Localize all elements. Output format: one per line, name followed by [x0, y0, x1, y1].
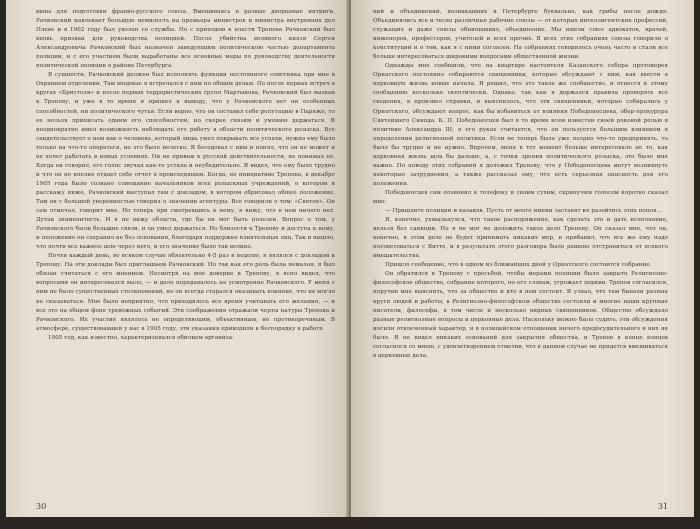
- right-paragraph-5: Я, конечно, ухмыльнулся, что такое распоряжение, как сделать это и дать исполнение, нельзя без санкции. Но я не мог не доложить такое дело Трепову. Он сказал мне, что он, конечно, в этом деле не будет принимать никаких мер, и прибавил, что все же ему надо посоветоваться с Витте, и в результате этого разговора было решено отстраниться от всякого вмешательства.: [373, 217, 668, 260]
- left-page: [6, 0, 349, 517]
- left-page-text: [36, 8, 335, 343]
- right-page-number: 31: [657, 502, 668, 511]
- left-paragraph-1: вины для подготовки франко-русского союза. Вмешиваясь в разные дворцовые интриги, Рачковский навлекает большую немилость на премьера министров и министра внутренних дел Плеве и в 1902 году был уволен со службы. Но с приходом к власти Трепова Рачковский был вновь призван для руководства полицией. После убийства великого князя Сергея Александровича Рачковский был назначен заведующим политическою частью департамента полиции, и с его участием были выработаны все основные меры по руководству деятельности политической полиции в районе Петербурга.: [36, 9, 335, 70]
- right-paragraph-6: Пришло сообщение, что в одном из ближайших дней у Орнатского состоится собрание.: [385, 262, 652, 269]
- left-paragraph-4: 1905 год, как известно, характеризовался обилием организа-: [48, 334, 235, 341]
- left-paragraph-2: В сущности, Рачковский должен был исполнять функции постоянного советника при мне в Охранном отделении. Там впервые я встречался с ним по общим делам. По после первых встреч в кругах «Бристоля» и после первых террористических групп Мартынова, Рачковский был вызван к Трепову, и уже в то время я пришел к выводу, что у Рачковского нет ни особенных способностей, ни политического чутья. Если верно, что он составил себе репутацию в Париже, то ее нельзя приписать одним его способностям, но скорее связям и умению держаться. Я неоднократно имел возможность наблюдать его работу в области политического розыска. Все свидетельствует о нем как о человеке, который лишь умел покрывать все успехи, нужно ему было только на что-то опереться, но это было нелегко. Я беседовал с ним и понял, что он не может и не хочет работать в новых условиях. Он не привык к русской действительности, не понимал ее. Когда он говорил, его голос звучал как-то устало и неубедительно. Я видел, что ему было трудно и что он не вполне отдает себе отчет в происходящем. Когда, по инициативе Трепова, в декабре 1905 года было созвано совещание начальников всех розыскных учреждений, о котором я расскажу ниже, Рачковский выступал там с докладом, в котором обрисовал общее положение. Там он с большой уверенностью говорил о значении агентуры. Все говорили о том: «Святое». Он сам отмечал, говорит мне. Но теперь при смотревшись к нему, я вижу, что в нем ничего нет. Дутая знаменитость. И я не вижу области, где бы он мог быть полезен. Вопрос о том, у Рачковского были большие связи, и он умел держаться. Но близости к Трепову и доступа к нему, и положение он сохранил не без основания, благодаря поддержке влиятельных лиц. Так и вышло, что почти все важное шло через него, и его значение было так велико.: [36, 72, 335, 251]
- bottom-shadow: [0, 517, 700, 529]
- left-paragraph-3: Почти каждый день, во всяком случае обязательно 4-5 раз в неделю, я являлся с докладом к Трепову. На эти доклады был приглашаем Рачковский. Но так как его роль была немалая, я был обязан считаться с его мнением. Несмотря на мое доверие к Трепову, я ясно видел, что вопросами он интересовался мало, — и дело передавалось на усмотрение Рачковского. У меня с ним не было существенных столкновений, но он всегда старался оказывать влияние, что не могло не сказываться. Мне было неприятно, что приходилось все время учитывать его желания, — и все это на общем фоне тревожных событий. Эти соображения отражали черты натуры Трепова и Рачковского. Их участие являлось не определяющим, объективным, но противоречивым. В атмосфере, существовавшей у нас в 1905 году, эти указания приводили к беспорядку в работе.: [36, 253, 335, 332]
- right-paragraph-3: Победоносцев сам позвонил к телефону и своим сухим, скрипучим голосом коротко сказал мне:: [373, 189, 668, 205]
- right-paragraph-7: Он обратился к Трепову с просьбой, чтобы мерами полиции было закрыто Религиозно-философское общество, собрание которого, по его словам, угрожает церкви. Трепов согласился, поручив мне выяснить, что за общество и кто в нем состоит. Я узнал, что там бывали разные круги людей и работы, в Религиозно-философском обществе состояли и многие наши крупные писатели, философы, в том числе и несколько видных священников. Общество обсуждало разные религиозные вопросы и церковные дела. Наскольку можно было судить, эти обсуждения носили отвлеченный характер, и в полицейском отношении ничего предосудительного в них не было. Я не видел никаких оснований для закрытия общества, и Трепов в конце концов согласился со мною, с удовлетворением отметив, что в данном случае не придется вмешиваться в церковные дела.: [373, 271, 668, 359]
- right-page-text: [373, 8, 668, 361]
- right-paragraph-4: — Пришлите полиции и казаков. Пусть от моего имени заставят их разойтись этих попов...: [385, 208, 662, 215]
- right-page: [351, 0, 694, 517]
- right-paragraph-1: ций и объединений, возникавших в Петербурге буквально, как грибы после дождя. Объединялись все и тесно различные рабочие союзы — от которых интеллигентских профессий, служащих и даже союзы обнищавших, объединение. Мы имели союз адвокатов, врачей, инженеров, профессоров, учителей и всех прочих. В всех этих собраниях союзы говорили о конституции и о том, как я с ними согласен. На собраниях говорилось очень часто и стали все больше интересоваться широкими вопросами общественной жизни.: [373, 9, 668, 61]
- left-page-number: 30: [36, 502, 47, 511]
- right-paragraph-2: Однажды мне сообщили, что на квартире настоятеля Казанского собора протоиерея Орнатского постоянно собираются священники, которые обсуждают с ним, как ввести в церковную жизнь новые начала. Я решил, что это такое же сообщество, и отнесся к этому сообщению несколько скептически. Однако, так как я держался правила проверять все сведения, я произвел справки, и выяснилось, что эти священники, которые собирались у Орнатского, обсуждают вопрос, как бы избавиться от влияния Победоносцева, обер-прокурора Святейшего Синода. К. П. Победоносцев был в то время всем известен своей роковой ролью в политике Александра III; в его руках считается, что он пользуется большим влиянием в определении религиозной политики. Если не теперь было уже поздно что-то предпринять, то было бы трудно и не нужно. Впрочем, меня в тот момент больше интересовало не то, как церковная жизнь шла бы дальше, а, с точки зрения политического розыска, это было мне важно. По поводу этих собраний я доложил Трепову, что у Победоносцева могут возникнуть некоторые затруднения, а также рассказал ему, что есть серьезная опасность для его положения.: [373, 63, 668, 187]
